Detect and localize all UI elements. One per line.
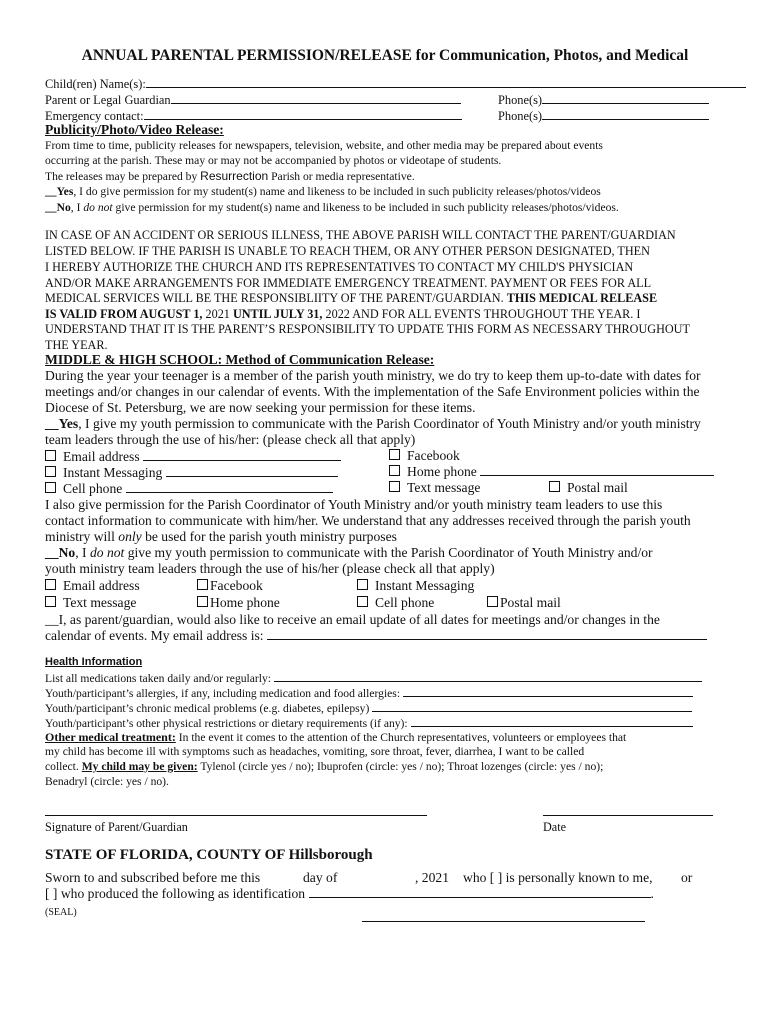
yes-email-checkbox[interactable]: [45, 450, 56, 461]
medical-release-line-8: THE YEAR.: [45, 338, 108, 352]
yes-cell-option[interactable]: [45, 481, 333, 497]
other-treatment-line-1: [45, 730, 626, 745]
identification-field[interactable]: [309, 896, 651, 898]
medical-release-line-4: AND/OR MAKE ARRANGEMENTS FOR IMMEDIATE EMERGENCY TREATMENT. PAYMENT OR FEES FOR ALL: [45, 276, 652, 290]
yes-cell-label: Cell phone: [63, 481, 123, 496]
allergies-label: Youth/participant’s allergies, if any, including medication and food allergies:: [45, 687, 401, 700]
communication-yes-text-2: team leaders through the use of his/her: (please check all that apply): [45, 432, 416, 447]
yes-facebook-checkbox[interactable]: [389, 449, 400, 460]
form-title: ANNUAL PARENTAL PERMISSION/RELEASE for Communication, Photos, and Medical: [81, 47, 689, 64]
communication-heading-text: MIDDLE & HIGH SCHOOL: Method of Communication Release:: [45, 352, 435, 367]
yes-im-option[interactable]: [45, 465, 338, 481]
phone2-label: Phone(s): [498, 109, 543, 123]
publicity-yes-text: , I do give permission for my student(s) name and likeness to be included in such publicity releases/photos/videos: [73, 185, 601, 198]
other-treatment-line-3: [45, 760, 603, 773]
phone1-row: [498, 93, 709, 108]
medical-release-line-6: [45, 307, 640, 322]
medical-release-line-2: LISTED BELOW. IF THE PARISH IS UNABLE TO REACH THEM, OR ANY OTHER PERSON DESIGNATED, THEN: [45, 244, 650, 258]
sworn-or: or: [681, 870, 693, 885]
child-names-row: [45, 77, 746, 92]
allergies-row: [45, 687, 693, 700]
publicity-text-3a: The releases may be prepared by: [45, 170, 198, 183]
no-im-option[interactable]: [357, 578, 474, 594]
restrictions-row: [45, 717, 693, 730]
publicity-no-text-a: , I: [70, 201, 84, 214]
yes-postal-label: Postal mail: [567, 480, 628, 495]
publicity-no-emphasis: do not: [83, 201, 113, 214]
also-permission-1: I also give permission for the Parish Coordinator of Youth Ministry and/or youth ministry team leaders to use this: [45, 497, 663, 512]
other-treatment-line-4: Benadryl (circle: yes / no).: [45, 775, 169, 788]
medical-release-line-7: UNDERSTAND THAT IT IS THE PARENT’S RESPONSIBILITY TO UPDATE THIS FORM AS NECESSARY THROUGHOUT: [45, 322, 690, 336]
no-im-label: Instant Messaging: [375, 578, 475, 593]
communication-no-text-b: give my youth permission to communicate with the Parish Coordinator of Youth Ministry and/or: [124, 545, 653, 560]
other-treatment-text-1: In the event it comes to the attention of the Church representatives, volunteers or employees that: [175, 731, 627, 744]
other-treatment-line-2: my child has become ill with symptoms such as headaches, vomiting, sore throat, fever, diarrhea, I want to be called: [45, 745, 585, 758]
email-update-label: calendar of events. My email address is:: [45, 628, 264, 643]
identification-row: [45, 886, 654, 902]
medications-field[interactable]: [274, 680, 702, 682]
emergency-label: Emergency contact:: [45, 109, 144, 123]
no-text-label: Text message: [63, 595, 137, 610]
child-may-be-given: My child may be given:: [81, 760, 198, 773]
chronic-field[interactable]: [372, 710, 692, 712]
no-email-option[interactable]: [45, 578, 140, 594]
communication-no-option[interactable]: [45, 545, 653, 561]
yes-cell-checkbox[interactable]: [45, 482, 56, 493]
parent-row: [45, 93, 461, 108]
signature-label: Signature of Parent/Guardian: [45, 820, 188, 834]
phone1-label: Phone(s): [498, 93, 543, 107]
communication-yes-mark[interactable]: __Yes: [45, 416, 79, 431]
parish-name: Resurrection: [200, 169, 269, 183]
yes-postal-checkbox[interactable]: [549, 481, 560, 492]
no-text-option[interactable]: [45, 595, 136, 611]
phone2-row: [498, 109, 709, 124]
valid-from-year: 2021: [205, 307, 233, 321]
no-facebook-option[interactable]: [197, 578, 263, 594]
restrictions-label: Youth/participant’s other physical restrictions or dietary requirements (if any):: [45, 717, 408, 730]
communication-yes-text: , I give my youth permission to communicate with the Parish Coordinator of Youth Ministry and/or youth ministry: [78, 416, 701, 431]
no-cell-checkbox[interactable]: [357, 596, 368, 607]
no-text-checkbox[interactable]: [45, 596, 56, 607]
publicity-no-text-b: give permission for my student(s) name and likeness to be included in such publicity releases/photos/videos.: [112, 201, 619, 214]
publicity-yes-option[interactable]: [45, 185, 601, 198]
medications-row: [45, 672, 702, 685]
yes-facebook-label: Facebook: [407, 448, 460, 463]
allergies-field[interactable]: [403, 695, 693, 697]
date-line[interactable]: [543, 815, 713, 816]
sworn-text: Sworn to and subscribed before me this: [45, 870, 261, 885]
also-permission-2: contact information to communicate with him/her. We understand that any addresses received through the parish youth: [45, 513, 691, 528]
date-label: Date: [543, 820, 567, 834]
medical-release-line-1: IN CASE OF AN ACCIDENT OR SERIOUS ILLNESS, THE ABOVE PARISH WILL CONTACT THE PARENT/GUARDIAN: [45, 228, 676, 242]
no-home-phone-checkbox[interactable]: [197, 596, 208, 607]
publicity-heading: Publicity/Photo/Video Release:: [45, 122, 224, 137]
parent-label: Parent or Legal Guardian: [45, 93, 171, 107]
sworn-year: , 2021: [415, 870, 449, 885]
parent-field[interactable]: [171, 102, 461, 104]
sworn-day-of: day of: [303, 870, 338, 885]
health-heading: Health Information: [45, 656, 143, 668]
also-permission-3a: ministry will: [45, 529, 119, 544]
also-permission-3: [45, 529, 397, 545]
communication-text-1: During the year your teenager is a member of the parish youth ministry, we do try to keep them up-to-date with dates for: [45, 368, 701, 383]
yes-text-label: Text message: [407, 480, 481, 495]
no-facebook-label: Facebook: [210, 578, 263, 593]
notary-signature-line[interactable]: [362, 921, 645, 922]
no-home-phone-option[interactable]: [197, 595, 280, 611]
signature-line[interactable]: [45, 815, 427, 816]
yes-email-option[interactable]: [45, 449, 341, 465]
child-names-label: Child(ren) Name(s):: [45, 77, 146, 91]
yes-home-phone-option[interactable]: [389, 464, 714, 480]
valid-until: UNTIL JULY 31,: [232, 307, 326, 321]
personally-known: who [ ] is personally known to me,: [463, 870, 653, 885]
identification-period: .: [650, 886, 654, 901]
also-permission-only: only: [118, 529, 142, 544]
communication-no-emphasis: do not: [89, 545, 125, 560]
communication-no-text-2: youth ministry team leaders through the use of his/her (please check all that apply): [45, 561, 495, 576]
no-cell-option[interactable]: [357, 595, 434, 611]
communication-text-2: meetings and/or changes in our calendar of events. With the implementation of the Safe Environment policies within the: [45, 384, 700, 399]
yes-text-option[interactable]: [389, 480, 480, 496]
email-update-line-2: [45, 628, 707, 644]
publicity-yes-mark[interactable]: __Yes: [45, 185, 74, 198]
yes-im-checkbox[interactable]: [45, 466, 56, 477]
seal-label: (SEAL): [45, 907, 77, 918]
notary-heading: STATE OF FLORIDA, COUNTY OF Hillsborough: [45, 847, 373, 863]
yes-text-checkbox[interactable]: [389, 481, 400, 492]
publicity-no-option[interactable]: [45, 201, 619, 214]
yes-home-phone-field[interactable]: [480, 474, 714, 476]
no-email-label: Email address: [63, 578, 140, 593]
yes-facebook-option[interactable]: [389, 448, 460, 464]
no-postal-option[interactable]: [487, 595, 561, 611]
yes-email-field[interactable]: [143, 459, 341, 461]
no-im-checkbox[interactable]: [357, 579, 368, 590]
no-home-phone-label: Home phone: [210, 595, 280, 610]
other-treatment-heading: Other medical treatment:: [45, 730, 176, 744]
parent-email-field[interactable]: [267, 638, 707, 640]
no-email-checkbox[interactable]: [45, 579, 56, 590]
identification-label: [ ] who produced the following as identification: [45, 886, 306, 901]
phone2-field[interactable]: [542, 118, 709, 120]
medications-label: List all medications taken daily and/or regularly:: [45, 672, 272, 685]
yes-cell-field[interactable]: [126, 491, 333, 493]
yes-home-phone-checkbox[interactable]: [389, 465, 400, 476]
yes-email-label: Email address: [63, 449, 140, 464]
email-update-line-1: __I, as parent/guardian, would also like to receive an email update of all dates for meetings and/or changes in the: [45, 612, 660, 627]
communication-text-3: Diocese of St. Petersburg, we are now seeking your permission for these items.: [45, 400, 476, 415]
valid-from: IS VALID FROM AUGUST 1,: [45, 307, 206, 321]
restrictions-field[interactable]: [411, 725, 693, 727]
publicity-text-3c: Parish or media representative.: [271, 170, 415, 183]
chronic-label: Youth/participant’s chronic medical problems (e.g. diabetes, epilepsy): [45, 702, 370, 715]
valid-until-rest: 2022 AND FOR ALL EVENTS THROUGHOUT THE YEAR. I: [325, 307, 641, 321]
yes-home-phone-label: Home phone: [407, 464, 477, 479]
medical-release-line-5a: MEDICAL SERVICES WILL BE THE RESPONSIBLIITY OF THE PARENT/GUARDIAN.: [45, 291, 507, 305]
publicity-text-2: occurring at the parish. These may or may not be accompanied by photos or videotape of students.: [45, 154, 502, 167]
publicity-text-3: [45, 169, 415, 183]
also-permission-3c: be used for the parish youth ministry purposes: [141, 529, 397, 544]
child-names-field[interactable]: [146, 86, 746, 88]
publicity-no-mark[interactable]: __No: [45, 201, 71, 214]
communication-yes-option[interactable]: [45, 416, 701, 432]
yes-postal-option[interactable]: [549, 480, 628, 496]
no-facebook-checkbox[interactable]: [197, 579, 208, 590]
chronic-row: [45, 702, 692, 715]
no-cell-label: Cell phone: [375, 595, 435, 610]
communication-no-text-a: , I: [75, 545, 90, 560]
medical-release-line-3: I HEREBY AUTHORIZE THE CHURCH AND ITS REPRESENTATIVES TO CONTACT MY CHILD'S PHYSICIAN: [45, 260, 634, 274]
no-postal-checkbox[interactable]: [487, 596, 498, 607]
yes-im-label: Instant Messaging: [63, 465, 163, 480]
no-postal-label: Postal mail: [500, 595, 561, 610]
publicity-text-1: From time to time, publicity releases for newspapers, television, website, and other media may be prepared about events: [45, 139, 603, 152]
other-treatment-text-3c: Tylenol (circle yes / no); Ibuprofen (circle: yes / no); Throat lozenges (circle: yes / no);: [197, 760, 604, 773]
other-treatment-text-3a: collect.: [45, 760, 82, 773]
medical-release-line-5: [45, 291, 657, 306]
communication-heading: [45, 352, 434, 368]
communication-no-mark[interactable]: __No: [45, 545, 76, 560]
medical-release-line-5b: THIS MEDICAL RELEASE: [506, 291, 658, 305]
phone1-field[interactable]: [542, 102, 709, 104]
emergency-field[interactable]: [144, 118, 462, 120]
yes-im-field[interactable]: [166, 475, 338, 477]
